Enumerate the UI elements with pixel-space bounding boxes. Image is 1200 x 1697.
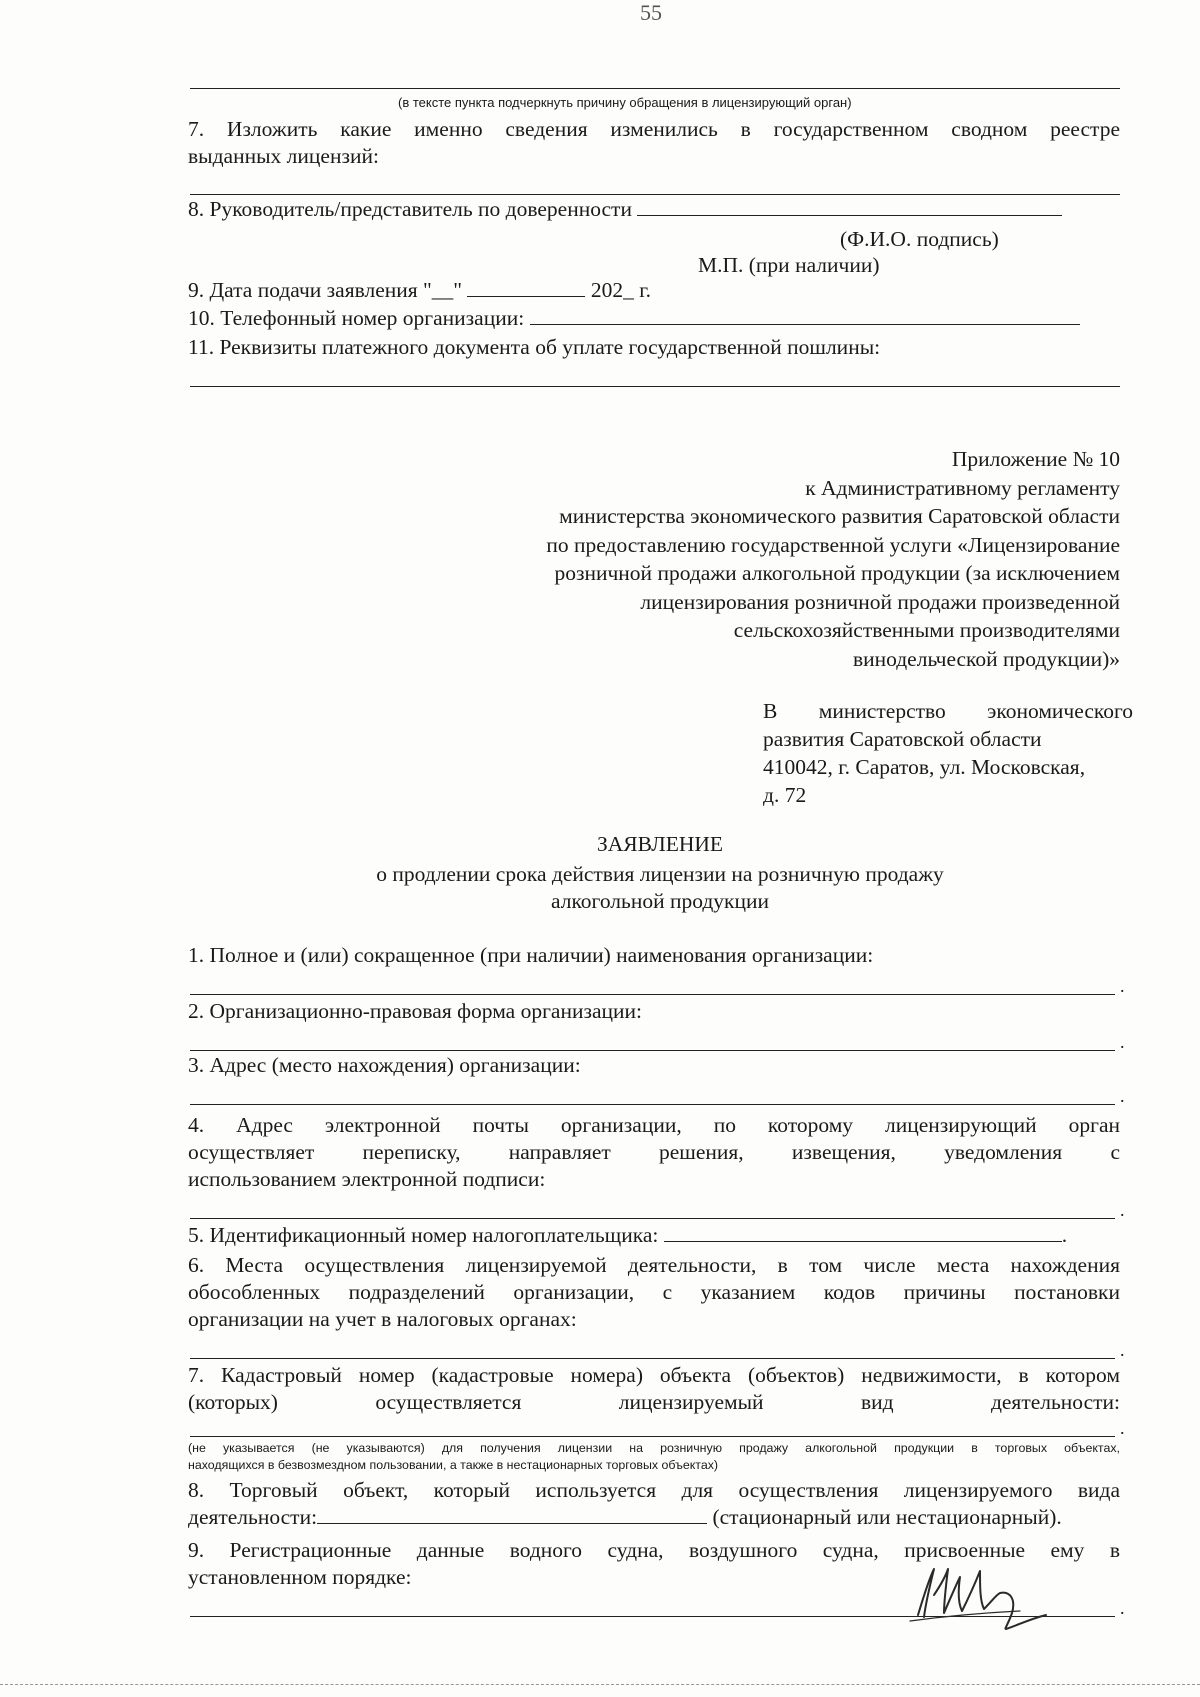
appendix-line: винодельческой продукции)»	[852, 646, 1120, 671]
period: .	[1120, 1200, 1125, 1220]
form-item-9-line-1: 9. Регистрационные данные водного судна, воздушного судна, присвоенные ему в	[188, 1538, 1120, 1562]
fill-line	[190, 1358, 1115, 1359]
form-item-9-line-2: установленном порядке:	[188, 1565, 412, 1589]
form-item-7-line-2: (которых) осуществляется лицензируемый вид деятельности:	[188, 1390, 1120, 1414]
appendix-line: лицензирования розничной продажи произведенной	[640, 589, 1120, 614]
form-item-1: 1. Полное и (или) сокращенное (при наличии) наименования организации:	[188, 943, 874, 967]
appendix-line: сельскохозяйственными производителями	[733, 618, 1120, 642]
period: .	[1120, 1032, 1125, 1052]
form-item-6-line-2: обособленных подразделений организации, с указанием кодов причины постановки	[188, 1280, 1120, 1304]
form-item-7-line-1: 7. Кадастровый номер (кадастровые номера) объекта (объектов) недвижимости, в котором	[188, 1363, 1120, 1387]
period: .	[1120, 1418, 1125, 1438]
appendix-line: розничной продажи алкогольной продукции (за исключением	[554, 561, 1120, 585]
item-8-manager: 8. Руководитель/представитель по доверенности	[188, 196, 1062, 223]
item-11-payment: 11. Реквизиты платежного документа об уплате государственной пошлины:	[188, 335, 881, 359]
appendix-line: к Административному регламенту	[805, 475, 1120, 500]
item-10-phone: 10. Телефонный номер организации:	[188, 305, 1080, 332]
address-line: развития Саратовской области	[763, 727, 1042, 751]
form-item-4-line-3: использованием электронной подписи:	[188, 1167, 546, 1191]
appendix-line: министерства экономического развития Саратовской области	[559, 504, 1120, 528]
stamp-hint: М.П. (при наличии)	[698, 253, 880, 277]
fill-line	[190, 194, 1120, 195]
period: .	[1120, 976, 1125, 996]
address-line: В министерство экономического	[763, 699, 1133, 723]
address-line: 410042, г. Саратов, ул. Московская,	[763, 755, 1086, 779]
appendix-line: по предоставлению государственной услуги «Лицензирование	[546, 532, 1120, 557]
scan-edge-rule	[0, 1684, 1200, 1685]
fill-line	[190, 1436, 1115, 1437]
form-item-3: 3. Адрес (место нахождения) организации:	[188, 1053, 581, 1077]
heading-subtitle-2: алкогольной продукции	[550, 889, 770, 913]
period: .	[1120, 1086, 1125, 1106]
item-7-line-1: 7. Изложить какие именно сведения изменились в государственном сводном реестре	[188, 117, 1120, 141]
form-item-6-line-1: 6. Места осуществления лицензируемой деятельности, в том числе места нахождения	[188, 1253, 1120, 1277]
fill-line	[190, 1104, 1115, 1105]
period: .	[1120, 1598, 1125, 1618]
form-item-4-line-2: осуществляет переписку, направляет решения, извещения, уведомления с	[188, 1140, 1120, 1164]
form-item-6-line-3: организации на учет в налоговых органах:	[188, 1307, 577, 1331]
address-line: д. 72	[763, 783, 807, 807]
fill-line	[190, 88, 1120, 89]
form-item-5: 5. Идентификационный номер налогоплательщика: .	[188, 1223, 1068, 1247]
period: .	[1120, 1340, 1125, 1360]
heading-subtitle-1: о продлении срока действия лицензии на розничную продажу	[376, 862, 944, 886]
handwritten-signature	[900, 1555, 1070, 1635]
page-number: 55	[640, 0, 662, 25]
note-underline-reason: (в тексте пункта подчеркнуть причину обращения в лицензирующий орган)	[398, 95, 852, 110]
form-item-7-note-line-1: (не указывается (не указываются) для получения лицензии на розничную продажу алкогольной продукции в торговых объектах,	[188, 1441, 1120, 1455]
form-item-7-note-line-2: находящихся в безвозмездном пользовании, а также в нестационарных торговых объектах)	[188, 1458, 719, 1472]
form-item-4-line-1: 4. Адрес электронной почты организации, по которому лицензирующий орган	[188, 1113, 1120, 1137]
addressee-block	[763, 697, 1133, 809]
fill-line	[190, 1218, 1115, 1219]
item-7-line-2: выданных лицензий:	[188, 144, 379, 168]
item-9-date: 9. Дата подачи заявления "__" 202_ г.	[188, 278, 651, 302]
fio-signature-hint: (Ф.И.О. подпись)	[840, 227, 999, 251]
form-item-2: 2. Организационно-правовая форма организации:	[188, 999, 642, 1023]
heading-title: ЗАЯВЛЕНИЕ	[596, 832, 724, 856]
appendix-line: Приложение № 10	[951, 447, 1120, 471]
form-item-8-line-1: 8. Торговый объект, который используется для осуществления лицензируемого вида	[188, 1478, 1120, 1502]
form-item-8-line-2: деятельности: (стационарный или нестационарный).	[188, 1505, 1062, 1529]
fill-line	[190, 386, 1120, 387]
appendix-block	[546, 445, 1120, 673]
fill-line	[190, 1050, 1115, 1051]
fill-line	[190, 994, 1115, 995]
